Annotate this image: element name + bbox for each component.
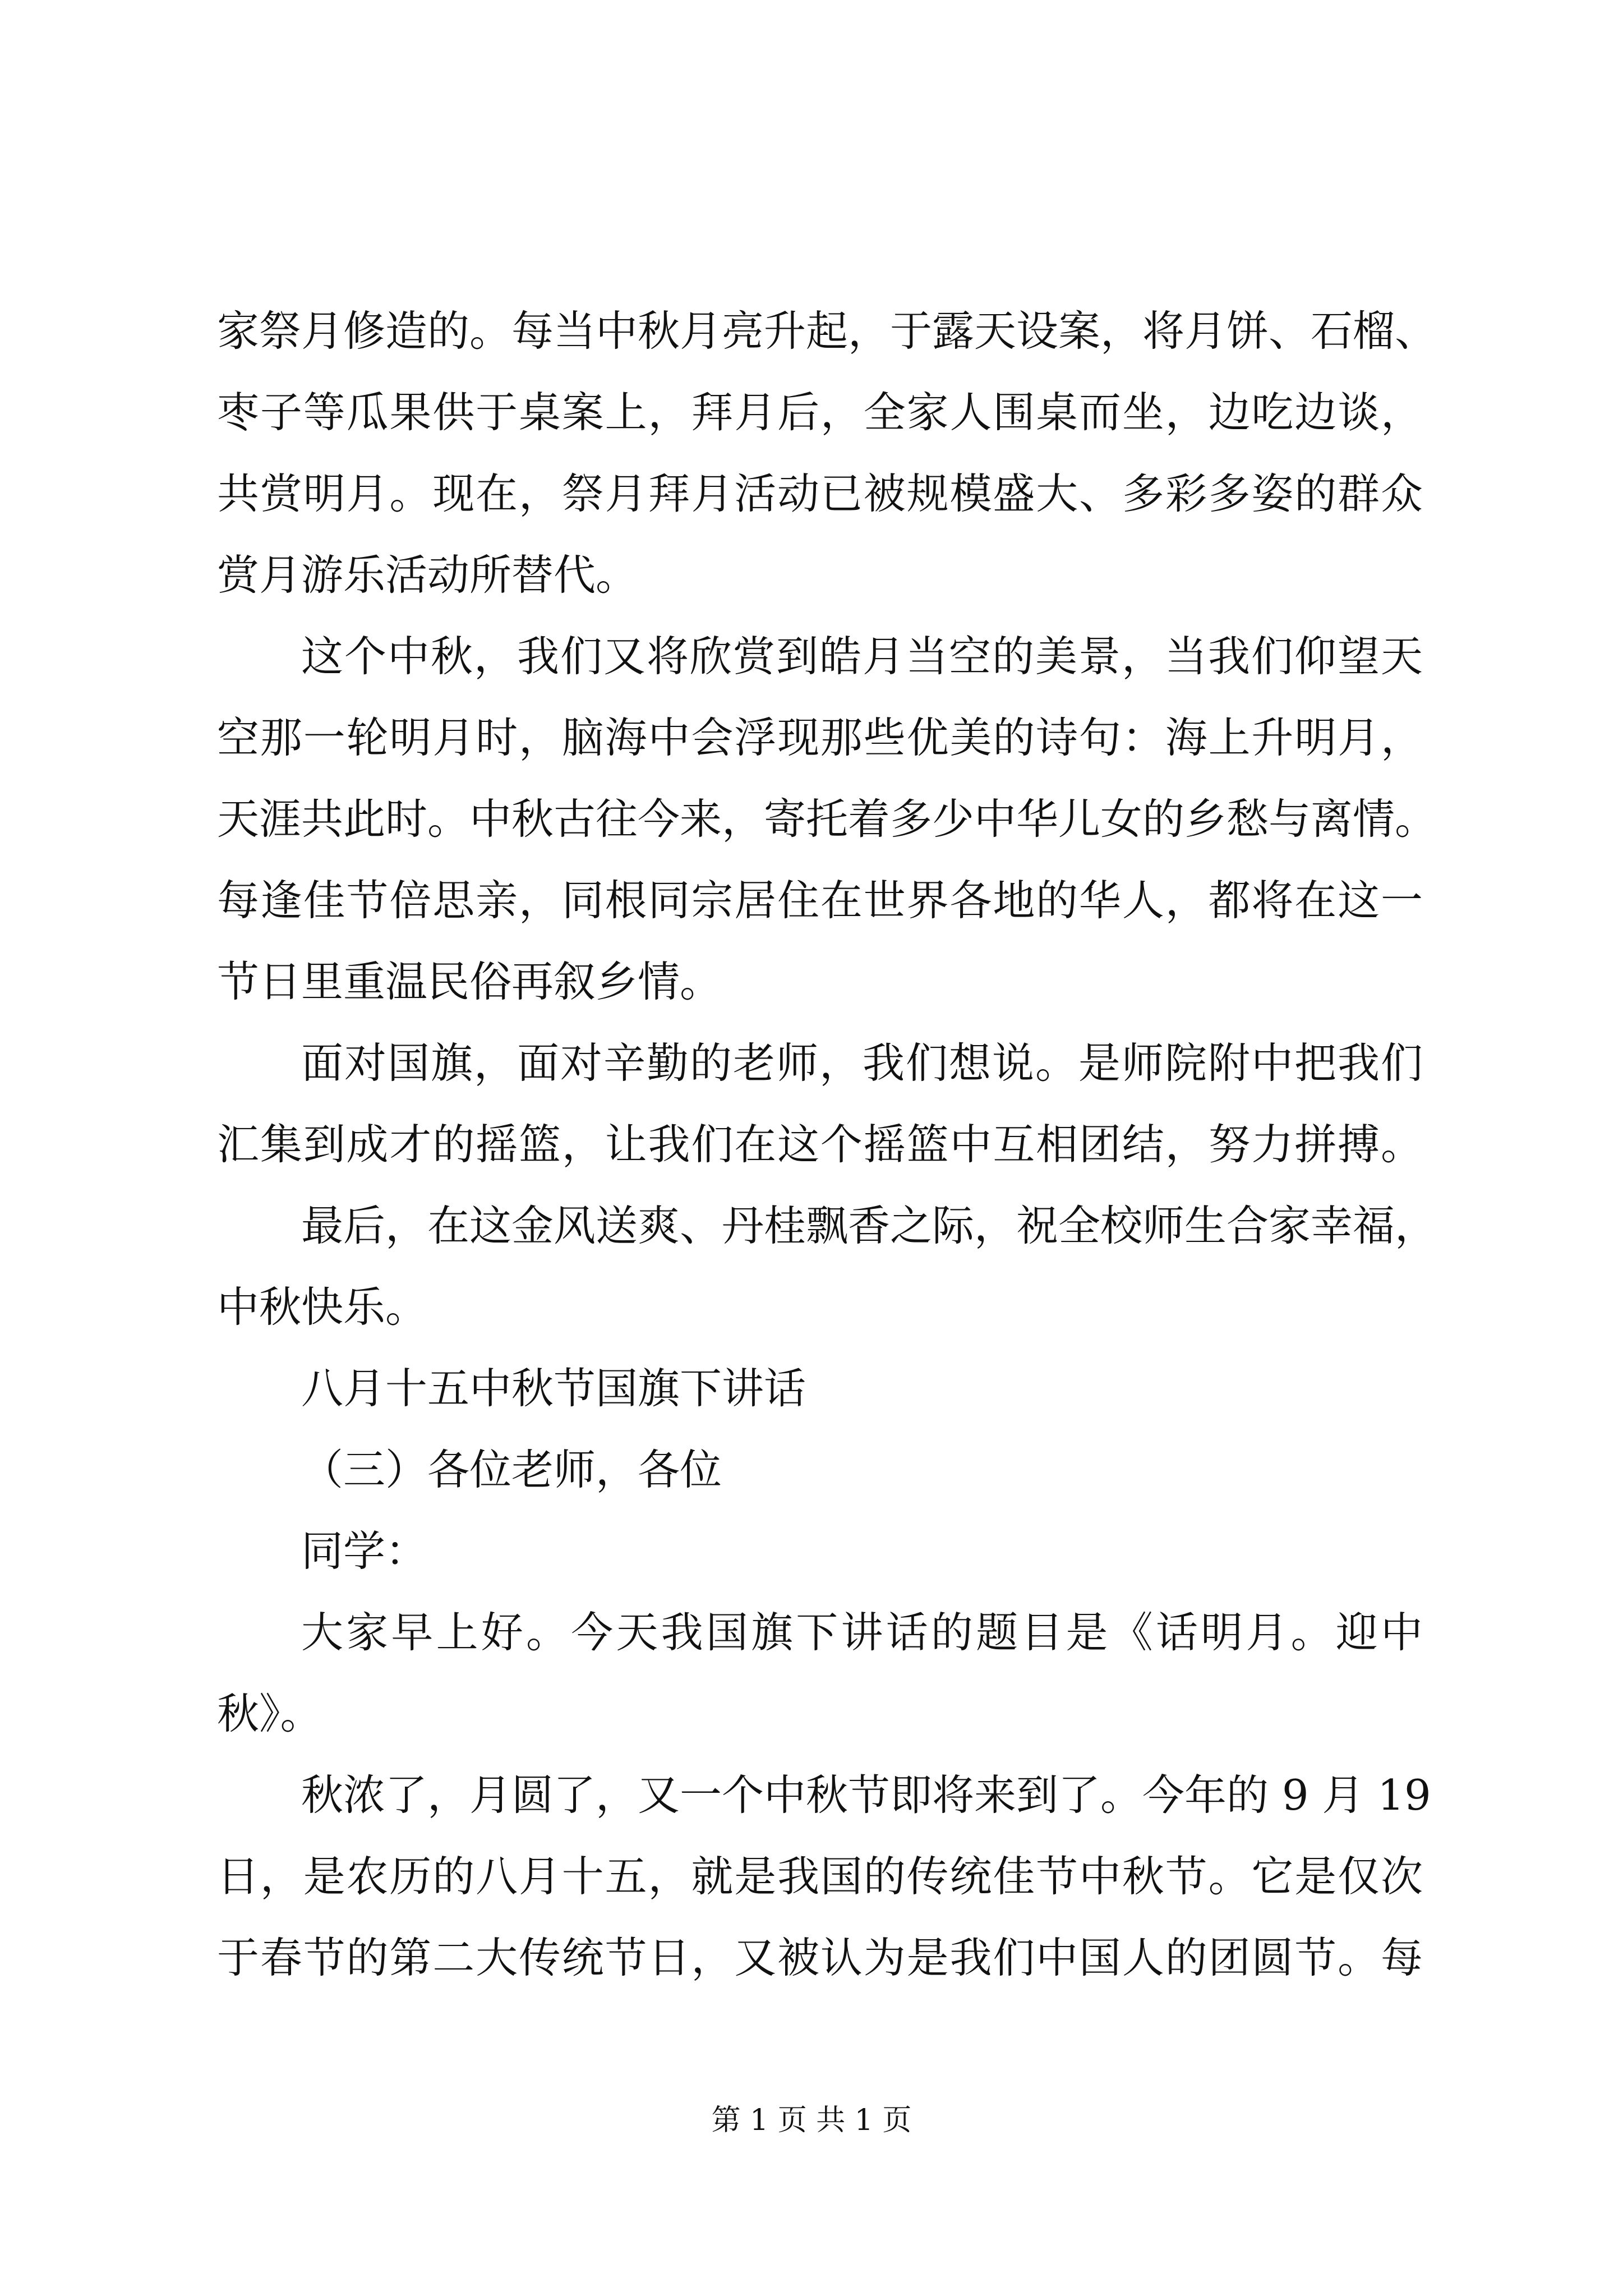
text-line: 赏月游乐活动所替代。 (217, 550, 638, 600)
text-line: 共赏明月。现在，祭月拜月活动已被规模盛大、多彩多姿的群众 (217, 469, 1423, 518)
text-line: 日，是农历的八月十五，就是我国的传统佳节中秋节。它是仅次 (217, 1852, 1423, 1901)
salutation-line: 同学： (301, 1526, 428, 1576)
paragraph-first-line: 大家早上好。今天我国旗下讲话的题目是《话明月。迎中 (301, 1608, 1423, 1657)
page-footer: 第 1 页 共 1 页 (711, 2104, 912, 2137)
text-line: 每逢佳节倍思亲，同根同宗居住在世界各地的华人，都将在这一 (217, 876, 1423, 925)
section-heading: 八月十五中秋节国旗下讲话 (301, 1364, 806, 1413)
text-line: 家祭月修造的。每当中秋月亮升起，于露天设案，将月饼、石榴、 (217, 306, 1437, 356)
paragraph-first-line: 这个中秋，我们又将欣赏到皓月当空的美景，当我们仰望天 (301, 632, 1423, 681)
text-line: 中秋快乐。 (217, 1282, 428, 1332)
text-line: 节日里重温民俗再叙乡情。 (217, 957, 722, 1006)
text-line: 于春节的第二大传统节日，又被认为是我们中国人的团圆节。每 (217, 1933, 1423, 1982)
text-line: 空那一轮明月时，脑海中会浮现那些优美的诗句：海上升明月， (217, 713, 1423, 762)
salutation-line: （三）各位老师，各位 (301, 1445, 722, 1494)
text-line: 汇集到成才的摇篮，让我们在这个摇篮中互相团结，努力拼搏。 (217, 1120, 1423, 1169)
paragraph-first-line: 最后，在这金风送爽、丹桂飘香之际，祝全校师生合家幸福， (301, 1201, 1437, 1250)
paragraph-first-line: 秋浓了，月圆了，又一个中秋节即将来到了。今年的 9 月 19 (301, 1770, 1431, 1820)
text-line: 枣子等瓜果供于桌案上，拜月后，全家人围桌而坐，边吃边谈， (217, 388, 1423, 437)
text-line: 天涯共此时。中秋古往今来，寄托着多少中华儿女的乡愁与离情。 (217, 794, 1437, 844)
paragraph-first-line: 面对国旗，面对辛勤的老师，我们想说。是师院附中把我们 (301, 1038, 1423, 1088)
text-line: 秋》。 (217, 1689, 322, 1738)
